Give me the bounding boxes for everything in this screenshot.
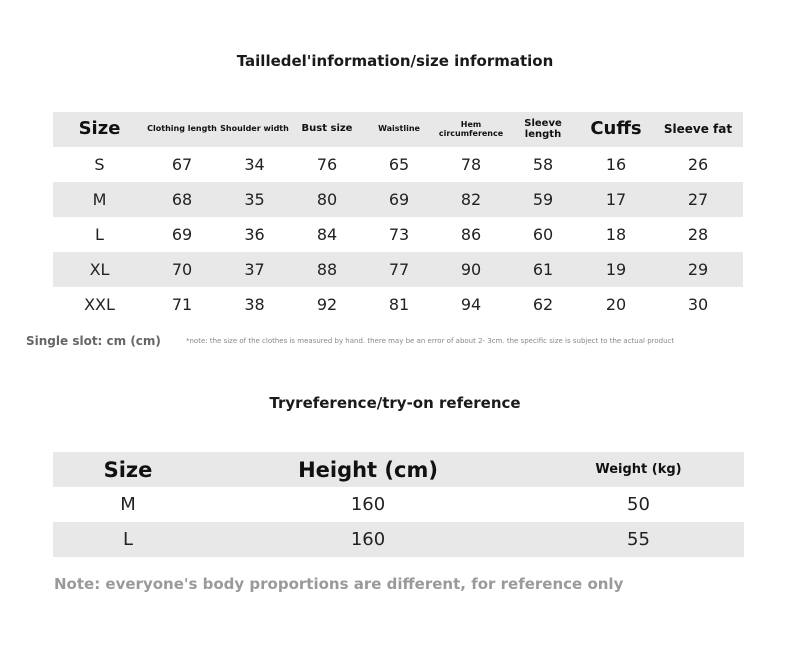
cell-sleeve-fat: 27 — [653, 182, 743, 217]
cell-weight: 50 — [627, 494, 650, 515]
cell-size: M — [53, 182, 146, 217]
cell-sleeve-length: 61 — [507, 252, 579, 287]
header-clothing-length: Clothing length — [146, 112, 218, 147]
cell-waistline: 69 — [363, 182, 435, 217]
cell-height: 160 — [350, 494, 386, 515]
cell-size: S — [94, 155, 105, 174]
cell-size: L — [53, 522, 203, 557]
cell-sleeve-length: 60 — [532, 225, 554, 244]
cell-cuffs: 17 — [579, 182, 653, 217]
table-row — [53, 147, 743, 182]
cell-sleeve-fat: 30 — [687, 295, 709, 314]
size-table — [53, 112, 743, 322]
cell-clothing-length: 70 — [146, 252, 218, 287]
measurement-note: *note: the size of the clothes is measured by hand. there may be an error of about 2- 3cm. the specific size is subject to the actual product — [186, 337, 675, 345]
header-waistline: Waistline — [363, 112, 435, 147]
header-sleeve-fat: Sleeve fat — [653, 112, 743, 147]
table-row — [53, 522, 744, 557]
cell-height: 160 — [203, 522, 533, 557]
cell-size: XL — [53, 252, 146, 287]
header-hem-circumference: Hem circumference — [435, 112, 507, 147]
cell-size: L — [95, 225, 104, 244]
cell-waistline: 65 — [388, 155, 410, 174]
cell-cuffs: 19 — [579, 252, 653, 287]
cell-cuffs: 20 — [605, 295, 627, 314]
try-on-reference-table — [53, 452, 744, 557]
cell-hem-circumference: 78 — [460, 155, 482, 174]
cell-clothing-length: 69 — [171, 225, 193, 244]
cell-shoulder-width: 35 — [218, 182, 291, 217]
cell-hem-circumference: 82 — [435, 182, 507, 217]
header-weight: Weight (kg) — [533, 452, 744, 487]
table-row — [53, 252, 743, 287]
cell-shoulder-width: 34 — [244, 155, 265, 174]
cell-cuffs: 16 — [605, 155, 627, 174]
table-row — [53, 487, 744, 522]
cell-clothing-length: 71 — [171, 295, 193, 314]
cell-bust-size: 76 — [316, 155, 338, 174]
header-size: Size — [53, 112, 146, 147]
cell-sleeve-length: 59 — [507, 182, 579, 217]
cell-waistline: 73 — [388, 225, 410, 244]
cell-clothing-length: 67 — [171, 155, 193, 174]
header-bust-size: Bust size — [291, 112, 363, 147]
cell-weight: 55 — [533, 522, 744, 557]
try-on-reference-title: Tryreference/try-on reference — [269, 394, 521, 412]
cell-shoulder-width: 38 — [244, 295, 265, 314]
cell-waistline: 77 — [363, 252, 435, 287]
cell-clothing-length: 68 — [146, 182, 218, 217]
header-sleeve-length: Sleeve length — [507, 112, 579, 147]
size-table-header — [53, 112, 743, 147]
cell-sleeve-fat: 26 — [687, 155, 709, 174]
body-proportions-note: Note: everyone's body proportions are different, for reference only — [54, 575, 624, 593]
header-height: Height (cm) — [203, 452, 533, 487]
table-row — [53, 182, 743, 217]
cell-size: XXL — [84, 295, 115, 314]
cell-size: M — [120, 494, 136, 515]
cell-shoulder-width: 36 — [244, 225, 265, 244]
cell-sleeve-length: 62 — [532, 295, 554, 314]
cell-waistline: 81 — [388, 295, 410, 314]
cell-bust-size: 88 — [291, 252, 363, 287]
cell-hem-circumference: 94 — [460, 295, 482, 314]
header-size: Size — [53, 452, 203, 487]
header-cuffs: Cuffs — [579, 112, 653, 147]
reference-table-header — [53, 452, 744, 487]
cell-sleeve-length: 58 — [532, 155, 554, 174]
cell-sleeve-fat: 28 — [687, 225, 709, 244]
size-information-title: Tailledel'information/size information — [236, 52, 554, 70]
table-row — [53, 287, 743, 322]
cell-bust-size: 80 — [291, 182, 363, 217]
cell-shoulder-width: 37 — [218, 252, 291, 287]
unit-label: Single slot: cm (cm) — [26, 334, 161, 348]
cell-hem-circumference: 90 — [435, 252, 507, 287]
cell-bust-size: 92 — [316, 295, 338, 314]
table-row — [53, 217, 743, 252]
cell-hem-circumference: 86 — [460, 225, 482, 244]
cell-cuffs: 18 — [605, 225, 627, 244]
header-shoulder-width: Shoulder width — [218, 112, 291, 147]
cell-bust-size: 84 — [316, 225, 338, 244]
cell-sleeve-fat: 29 — [653, 252, 743, 287]
